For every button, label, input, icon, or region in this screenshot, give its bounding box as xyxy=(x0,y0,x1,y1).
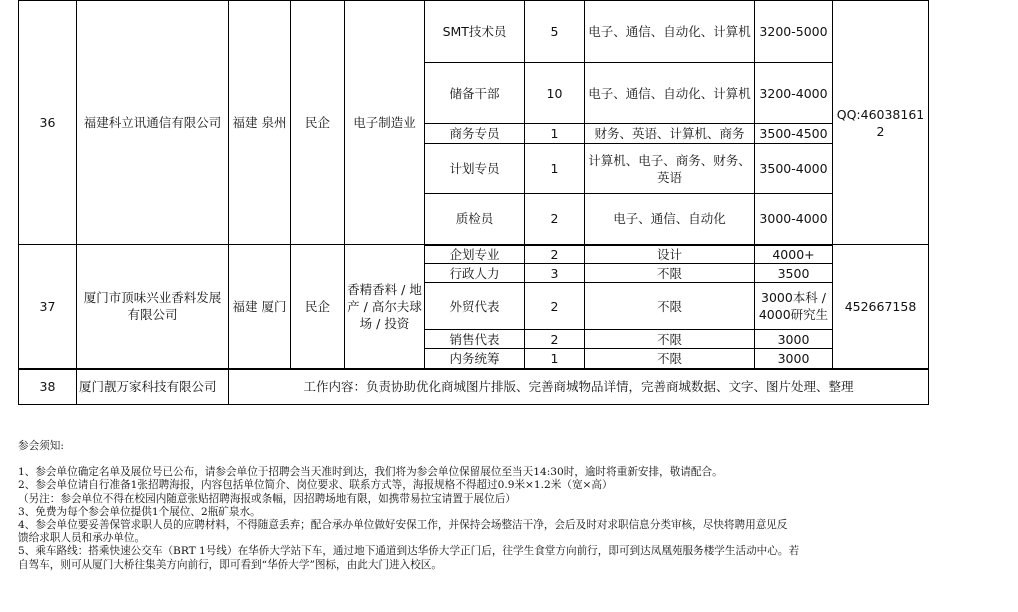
position-major: 不限 xyxy=(585,283,755,330)
position-salary: 3500-4500 xyxy=(755,124,833,144)
position-count: 2 xyxy=(525,194,585,245)
position-title: 内务统筹 xyxy=(425,349,525,369)
company-name: 厦门市顶味兴业香料发展有限公司 xyxy=(77,245,229,369)
position-count: 2 xyxy=(525,330,585,349)
position-title: 外贸代表 xyxy=(425,283,525,330)
note-line: 馈给求职人员和承办单位。 xyxy=(18,532,146,545)
position-title: 商务专员 xyxy=(425,124,525,144)
notes-title: 参会须知: xyxy=(18,440,64,452)
position-title: 计划专员 xyxy=(425,144,525,194)
position-count: 10 xyxy=(525,63,585,124)
note-line: 自驾车，则可从厦门大桥往集美方向前行，即可看到“华侨大学”图标，由此大门进入校区。 xyxy=(18,558,442,571)
note-line: 3、免费为每个参会单位提供1个展位、2瓶矿泉水。 xyxy=(18,505,261,518)
position-major: 电子、通信、自动化、计算机 xyxy=(585,63,755,124)
company-industry: 电子制造业 xyxy=(345,1,425,245)
company-location: 福建 厦门 xyxy=(229,245,291,369)
note-line: 5、乘车路线：搭乘快速公交车（BRT 1号线）在华侨大学站下车，通过地下通道到达华侨大学正门后，往学生食堂方向前行，即可到达凤凰苑服务楼学生活动中心。若 xyxy=(18,545,800,558)
position-major: 不限 xyxy=(585,330,755,349)
company-number: 36 xyxy=(19,1,77,245)
company-number: 37 xyxy=(19,245,77,369)
position-salary: 3200-4000 xyxy=(755,63,833,124)
position-count: 2 xyxy=(525,245,585,264)
company-location: 福建 泉州 xyxy=(229,1,291,245)
position-salary: 3000 xyxy=(755,349,833,369)
position-major: 不限 xyxy=(585,349,755,369)
position-count: 3 xyxy=(525,264,585,283)
table-row xyxy=(19,1,929,63)
company-industry: 香精香料 / 地产 / 高尔夫球场 / 投资 xyxy=(345,245,425,369)
position-major: 财务、英语、计算机、商务 xyxy=(585,124,755,144)
position-title: 销售代表 xyxy=(425,330,525,349)
position-salary: 3200-5000 xyxy=(755,1,833,63)
position-count: 5 xyxy=(525,1,585,63)
company-name: 厦门靓万家科技有限公司 xyxy=(77,369,229,405)
position-title: 储备干部 xyxy=(425,63,525,124)
position-count: 1 xyxy=(525,349,585,369)
note-line: 4、参会单位要妥善保管求职人员的应聘材料，不得随意丢弃；配合承办单位做好安保工作，并保持会场整洁干净，会后及时对求职信息分类审核，尽快将聘用意见反 xyxy=(18,519,788,532)
note-line: 1、参会单位确定名单及展位号已公布，请参会单位于招聘会当天准时到达，我们将为参会单位保留展位至当天14:30时，逾时将重新安排，敬请配合。 xyxy=(18,466,723,479)
note-line: 2、参会单位请自行准备1张招聘海报，内容包括单位简介、岗位要求、联系方式等，海报规格不得超过0.9米×1.2米（宽×高） xyxy=(18,479,613,492)
position-count: 1 xyxy=(525,144,585,194)
company-contact: 452667158 xyxy=(833,245,929,369)
position-salary: 3500 xyxy=(755,264,833,283)
position-major: 电子、通信、自动化、计算机 xyxy=(585,1,755,63)
position-salary: 3000-4000 xyxy=(755,194,833,245)
position-salary: 3000 xyxy=(755,330,833,349)
note-line: （另注：参会单位不得在校园内随意张贴招聘海报或条幅，因招聘场地有限，如携带易拉宝请置于展位后） xyxy=(18,492,516,505)
position-title: 企划专业 xyxy=(425,245,525,264)
company-description: 工作内容：负责协助优化商城图片排版、完善商城物品详情，完善商城数据、文字、图片处理、整理 xyxy=(229,369,929,405)
table-row xyxy=(19,369,929,405)
position-salary: 3500-4000 xyxy=(755,144,833,194)
company-number: 38 xyxy=(19,369,77,405)
position-salary: 4000+ xyxy=(755,245,833,264)
position-major: 设计 xyxy=(585,245,755,264)
position-major: 不限 xyxy=(585,264,755,283)
position-count: 2 xyxy=(525,283,585,330)
position-major: 计算机、电子、商务、财务、英语 xyxy=(585,144,755,194)
company-contact: QQ:460381612 xyxy=(833,1,929,245)
position-salary: 3000本科 / 4000研究生 xyxy=(755,283,833,330)
company-ownership: 民企 xyxy=(291,1,345,245)
table-row xyxy=(19,245,929,264)
position-major: 电子、通信、自动化 xyxy=(585,194,755,245)
position-title: SMT技术员 xyxy=(425,1,525,63)
position-title: 行政人力 xyxy=(425,264,525,283)
job-fair-table xyxy=(18,0,929,405)
company-ownership: 民企 xyxy=(291,245,345,369)
position-count: 1 xyxy=(525,124,585,144)
attendance-notes xyxy=(18,440,1008,572)
position-title: 质检员 xyxy=(425,194,525,245)
company-name: 福建科立讯通信有限公司 xyxy=(77,1,229,245)
